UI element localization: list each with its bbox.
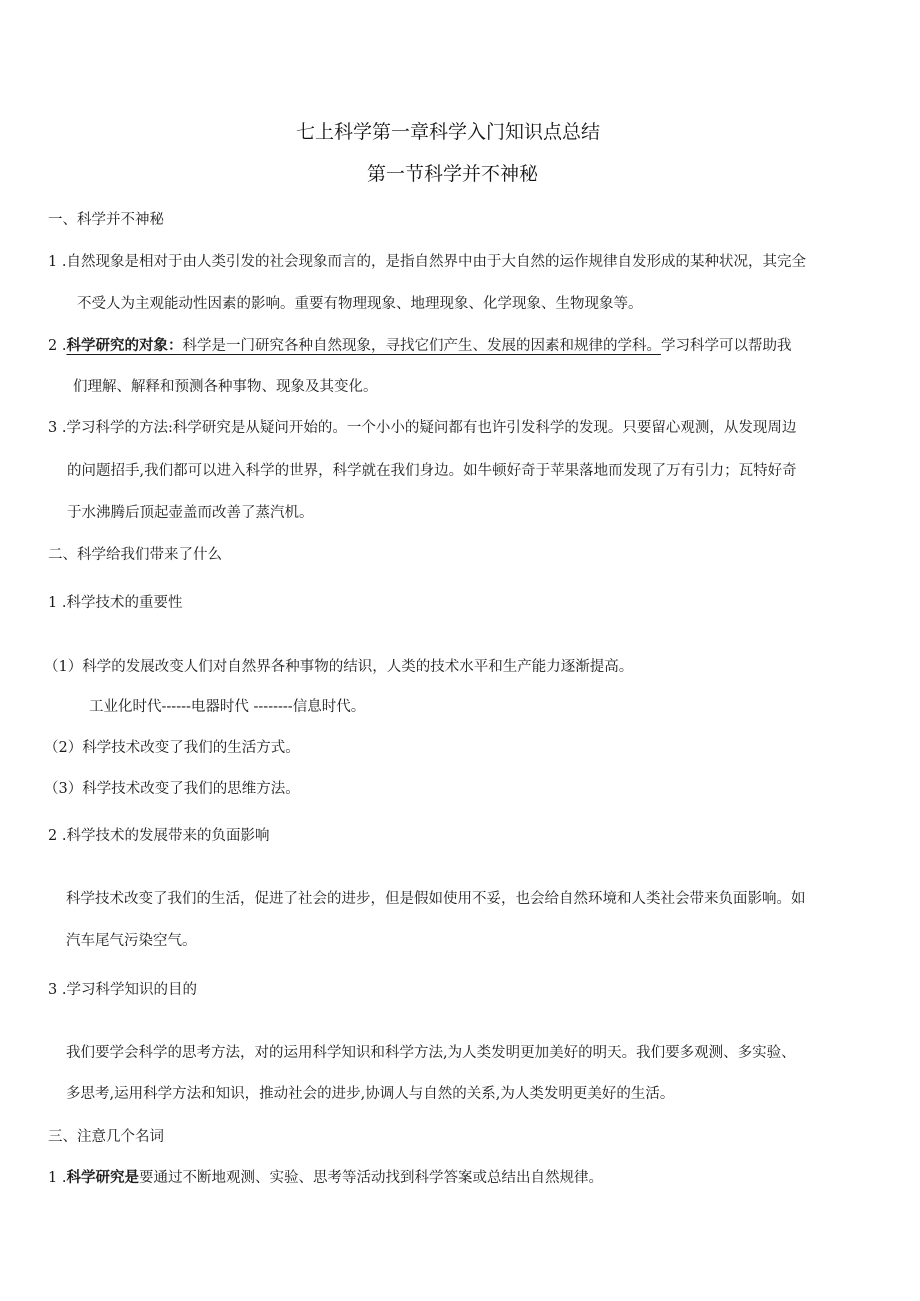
section-3-heading: 三、注意几个名词 (48, 1129, 164, 1145)
point-3-line-1: 3 .学习科学的方法:科学研究是从疑问开始的。一个小小的疑问都有也许引发科学的发现。只要留心观测，从发现周边 (48, 420, 797, 436)
list-item-2: （2）科学技术改变了我们的生活方式。 (44, 740, 300, 756)
point-2-number: 2 . (48, 338, 67, 354)
section-1-heading: 一、科学并不神秘 (48, 212, 164, 228)
term-1-number: 1 . (48, 1170, 67, 1186)
goal-line-2: 多思考,运用科学方法和知识，推动社会的进步,协调人与自然的关系,为人类发明更美好的生活。 (66, 1086, 675, 1102)
point-2-underlined-definition: 科学是一门研究各种自然现象，寻找它们产生、发展的因素和规律的学科。 (182, 338, 661, 354)
goal-line-1: 我们要学会科学的思考方法，对的运用科学知识和科学方法,为人类发明更加美好的明天。我们要多观测、多实验、 (66, 1045, 796, 1061)
list-item-3: （3）科学技术改变了我们的思维方法。 (44, 781, 300, 797)
negative-impact-line-1: 科学技术改变了我们的生活，促进了社会的进步，但是假如使用不妥，也会给自然环境和人类社会带来负面影响。如 (66, 891, 806, 907)
subheading-2: 2 .科学技术的发展带来的负面影响 (48, 828, 270, 844)
subheading-3: 3 .学习科学知识的目的 (48, 982, 197, 998)
term-1-definition: 要通过不断地观测、实验、思考等活动找到科学答案或总结出自然规律。 (138, 1170, 603, 1186)
term-1-bold-term: 科学研究是 (66, 1169, 139, 1186)
term-1-line (48, 1168, 603, 1188)
section-2-heading: 二、科学给我们带来了什么 (48, 547, 222, 563)
point-2-bold-term: 科学研究的对象： (66, 337, 183, 354)
negative-impact-line-2: 汽车尾气污染空气。 (66, 933, 197, 949)
eras-line: 工业化时代------电器时代 --------信息时代。 (89, 699, 366, 715)
section-title: 第一节科学并不神秘 (367, 163, 539, 185)
point-3-line-2: 的问题招手,我们都可以进入科学的世界，科学就在我们身边。如牛顿好奇于苹果落地而发现了万有引力；瓦特好奇 (67, 463, 797, 479)
point-2-line-1 (48, 336, 791, 356)
point-2-rest: 学习科学可以帮助我 (660, 338, 792, 354)
point-1-line-2: 不受人为主观能动性因素的影响。重要有物理现象、地理现象、化学现象、生物现象等。 (77, 296, 643, 312)
list-item-1: （1）科学的发展改变人们对自然界各种事物的结识，人类的技术水平和生产能力逐渐提高。 (44, 659, 634, 675)
point-3-line-3: 于水沸腾后顶起壶盖而改善了蒸汽机。 (67, 505, 314, 521)
document-title: 七上科学第一章科学入门知识点总结 (296, 121, 601, 143)
point-1-line-1: 1 .自然现象是相对于由人类引发的社会现象而言的，是指自然界中由于大自然的运作规律自发形成的某种状况，其完全 (48, 254, 806, 270)
subheading-1: 1 .科学技术的重要性 (48, 595, 183, 611)
point-2-line-2: 们理解、解释和预测各种事物、现象及其变化。 (73, 379, 378, 395)
